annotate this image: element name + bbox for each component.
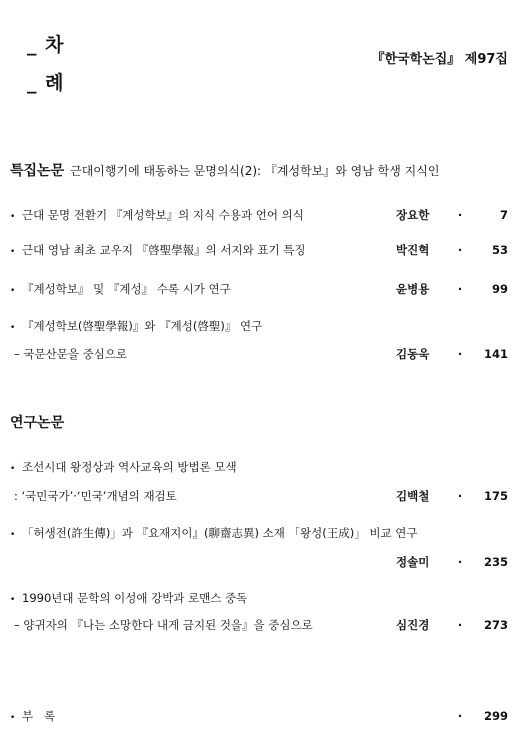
toc-prefix: _ — [27, 34, 38, 56]
entry-author: 김백철 — [396, 489, 430, 503]
toc-char-1: 차 — [45, 34, 65, 56]
entry-page: 273 — [483, 618, 508, 632]
entry-separator: · — [457, 489, 463, 503]
toc-entry-continued[interactable] — [10, 554, 508, 570]
appendix-page: 299 — [483, 709, 508, 723]
toc-entry[interactable] — [10, 318, 508, 334]
entry-separator: · — [457, 282, 463, 296]
bullet-icon: • — [10, 212, 16, 222]
appendix-entry[interactable] — [10, 708, 508, 724]
entry-separator: · — [457, 709, 463, 723]
entry-title: 1990년대 문학의 이성애 강박과 로맨스 중독 — [22, 591, 248, 605]
entry-title: 조선시대 왕정상과 역사교육의 방법론 모색 — [22, 460, 237, 474]
bullet-icon: • — [10, 286, 16, 296]
journal-title: 『한국학논집』 제97집 — [371, 52, 508, 67]
toc-entry[interactable] — [10, 242, 508, 258]
toc-entry[interactable] — [10, 525, 508, 541]
toc-entry[interactable] — [10, 590, 508, 606]
entry-subtitle: – 국문산문을 중심으로 — [14, 347, 128, 361]
toc-prefix: _ — [27, 72, 38, 94]
entry-separator: · — [457, 243, 463, 257]
toc-entry[interactable] — [10, 459, 508, 475]
toc-heading-line1 — [27, 30, 64, 57]
toc-entry[interactable] — [10, 281, 508, 297]
entry-page: 7 — [499, 208, 508, 222]
special-section-heading — [10, 160, 439, 180]
entry-subtitle: : ‘국민국가’·‘민국’개념의 재검토 — [14, 489, 177, 503]
entry-author: 정솔미 — [396, 555, 430, 569]
toc-entry[interactable] — [10, 207, 508, 223]
entry-page: 175 — [483, 489, 508, 503]
entry-page: 99 — [491, 282, 508, 296]
appendix-label: 부 록 — [22, 709, 56, 723]
toc-entry-continued[interactable] — [10, 488, 508, 504]
entry-author: 윤병용 — [396, 282, 430, 296]
entry-separator: · — [457, 618, 463, 632]
bullet-icon: • — [10, 530, 16, 540]
bullet-icon: • — [10, 323, 16, 333]
entry-author: 김동욱 — [396, 347, 430, 361]
entry-title: 『계성학보』 및 『계성』 수록 시가 연구 — [22, 282, 231, 296]
entry-title: 『계성학보(啓聖學報)』와 『계성(啓聖)』 연구 — [22, 319, 263, 333]
entry-title: 「허생전(許生傳)」과 『요재지이』(聊齋志異) 소재 「왕성(王成)」 비교 연구 — [22, 526, 418, 540]
bullet-icon: • — [10, 595, 16, 605]
bullet-icon: • — [10, 713, 16, 723]
entry-author: 장요한 — [396, 208, 430, 222]
entry-subtitle: – 양귀자의 『나는 소망한다 내게 금지된 것을』을 중심으로 — [14, 618, 313, 632]
bullet-icon: • — [10, 464, 16, 474]
entry-separator: · — [457, 555, 463, 569]
entry-author: 박진혁 — [396, 243, 430, 257]
toc-heading-line2 — [27, 68, 64, 95]
entry-title: 근대 영남 최초 교우지 『啓聖學報』의 서지와 표기 특징 — [22, 243, 306, 257]
toc-entry-continued[interactable] — [10, 346, 508, 362]
special-section-subtitle: 근대이행기에 태동하는 문명의식(2): 『계성학보』와 영남 학생 지식인 — [70, 164, 440, 178]
research-section-heading: 연구논문 — [10, 415, 65, 431]
toc-char-2: 례 — [45, 72, 65, 94]
entry-separator: · — [457, 208, 463, 222]
entry-separator: · — [457, 347, 463, 361]
entry-page: 53 — [491, 243, 508, 257]
toc-entry-continued[interactable] — [10, 617, 508, 633]
bullet-icon: • — [10, 247, 16, 257]
entry-page: 141 — [483, 347, 508, 361]
entry-page: 235 — [483, 555, 508, 569]
special-section-label: 특집논문 — [10, 163, 65, 179]
entry-author: 심진경 — [396, 618, 430, 632]
entry-title: 근대 문명 전환기 『계성학보』의 지식 수용과 언어 의식 — [22, 208, 304, 222]
